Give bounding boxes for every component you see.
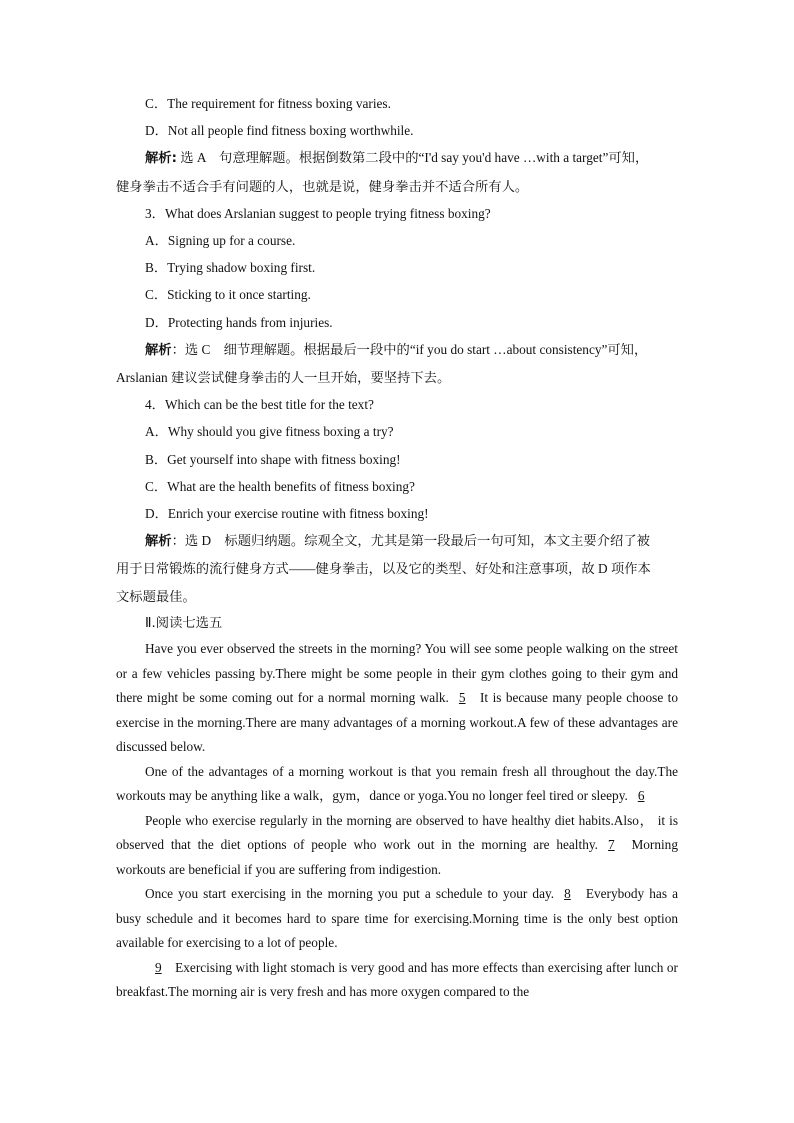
q2-option-c: C．The requirement for fitness boxing varies. bbox=[145, 96, 391, 111]
section-title: Ⅱ.阅读七选五 bbox=[145, 615, 223, 631]
q3-option-b: B．Trying shadow boxing first. bbox=[145, 260, 316, 276]
blank-5[interactable]: 5 bbox=[458, 690, 466, 706]
q4-analysis-cont1: 用于日常锻炼的流行健身方式——健身拳击，以及它的类型、好处和注意事项，故 D 项作本 bbox=[116, 561, 651, 577]
analysis-label: 解析: bbox=[145, 151, 177, 167]
q4-analysis-cont2: 文标题最佳。 bbox=[116, 588, 196, 604]
blank-9[interactable]: 9 bbox=[155, 959, 162, 975]
analysis-text: 选 A 句意理解题。根据倒数第二段中的“I'd say you'd have …with a target”可知， bbox=[176, 150, 649, 166]
q3-analysis-cont: Arslanian 建议尝试健身拳击的人一旦开始，要坚持下去。 bbox=[116, 370, 451, 386]
blank-7[interactable]: 7 bbox=[607, 837, 615, 853]
passage-paragraph-4: Once you start exercising in the morning you put a schedule to your day. 8 Everybody has a busy schedule and it becomes hard to spare time for exercising.Morning time is the only best option available for exercising to a lot of people. bbox=[116, 886, 678, 951]
passage bbox=[116, 637, 678, 1005]
q3-analysis bbox=[116, 336, 678, 364]
q4-option-d: D．Enrich your exercise routine with fitness boxing! bbox=[145, 506, 429, 522]
passage-paragraph-5: 9 Exercising with light stomach is very good and has more effects than exercising after lunch or breakfast.The morning air is very fresh and has more oxygen compared to the bbox=[116, 959, 678, 1000]
q3-option-d: D．Protecting hands from injuries. bbox=[145, 314, 333, 330]
passage-paragraph-1: Have you ever observed the streets in the morning? You will see some people walking on the street or a few vehicles passing by.There might be some people in their gym clothes going to their gym and there might be some coming out for a normal morning walk. 5 It is because many people choose to exercise in the morning.There are many advantages of a morning workout.A few of these advantages are discussed below. bbox=[116, 641, 679, 755]
q4-analysis bbox=[116, 527, 678, 555]
analysis-label: 解析 bbox=[145, 534, 172, 550]
passage-paragraph-3: People who exercise regularly in the morning are observed to have healthy diet habits.Also， it is observed that the diet options of people who work out in the morning are healthy. 7 Morning workouts are beneficial if you are suffering from indigestion. bbox=[116, 812, 678, 877]
passage-paragraph-2: One of the advantages of a morning workout is that you remain fresh all throughout the day.The workouts may be anything like a walk，gym，dance or yoga.You no longer feel tired or sleepy. 6 bbox=[116, 763, 678, 804]
q3-stem: 3．What does Arslanian suggest to people trying fitness boxing? bbox=[145, 205, 491, 221]
q4-option-b: B．Get yourself into shape with fitness boxing! bbox=[145, 451, 401, 467]
q4-stem: 4．Which can be the best title for the text? bbox=[145, 397, 374, 413]
analysis-text: ：选 C 细节理解题。根据最后一段中的“if you do start …about consistency”可知， bbox=[171, 341, 648, 357]
q2-option-d: D．Not all people find fitness boxing worthwhile. bbox=[145, 123, 414, 139]
q3-option-c: C．Sticking to it once starting. bbox=[145, 287, 311, 303]
q2-analysis bbox=[116, 144, 678, 172]
blank-6[interactable]: 6 bbox=[637, 788, 645, 804]
q3-option-a: A．Signing up for a course. bbox=[145, 233, 296, 249]
q2-analysis-cont: 健身拳击不适合手有问题的人，也就是说，健身拳击并不适合所有人。 bbox=[116, 178, 529, 194]
blank-8[interactable]: 8 bbox=[564, 886, 571, 902]
q4-option-a: A．Why should you give fitness boxing a try? bbox=[145, 424, 394, 440]
analysis-label: 解析 bbox=[145, 342, 172, 358]
q4-option-c: C．What are the health benefits of fitness boxing? bbox=[145, 478, 415, 494]
analysis-text: ：选 D 标题归纳题。综观全文，尤其是第一段最后一句可知，本文主要介绍了被 bbox=[171, 533, 650, 549]
